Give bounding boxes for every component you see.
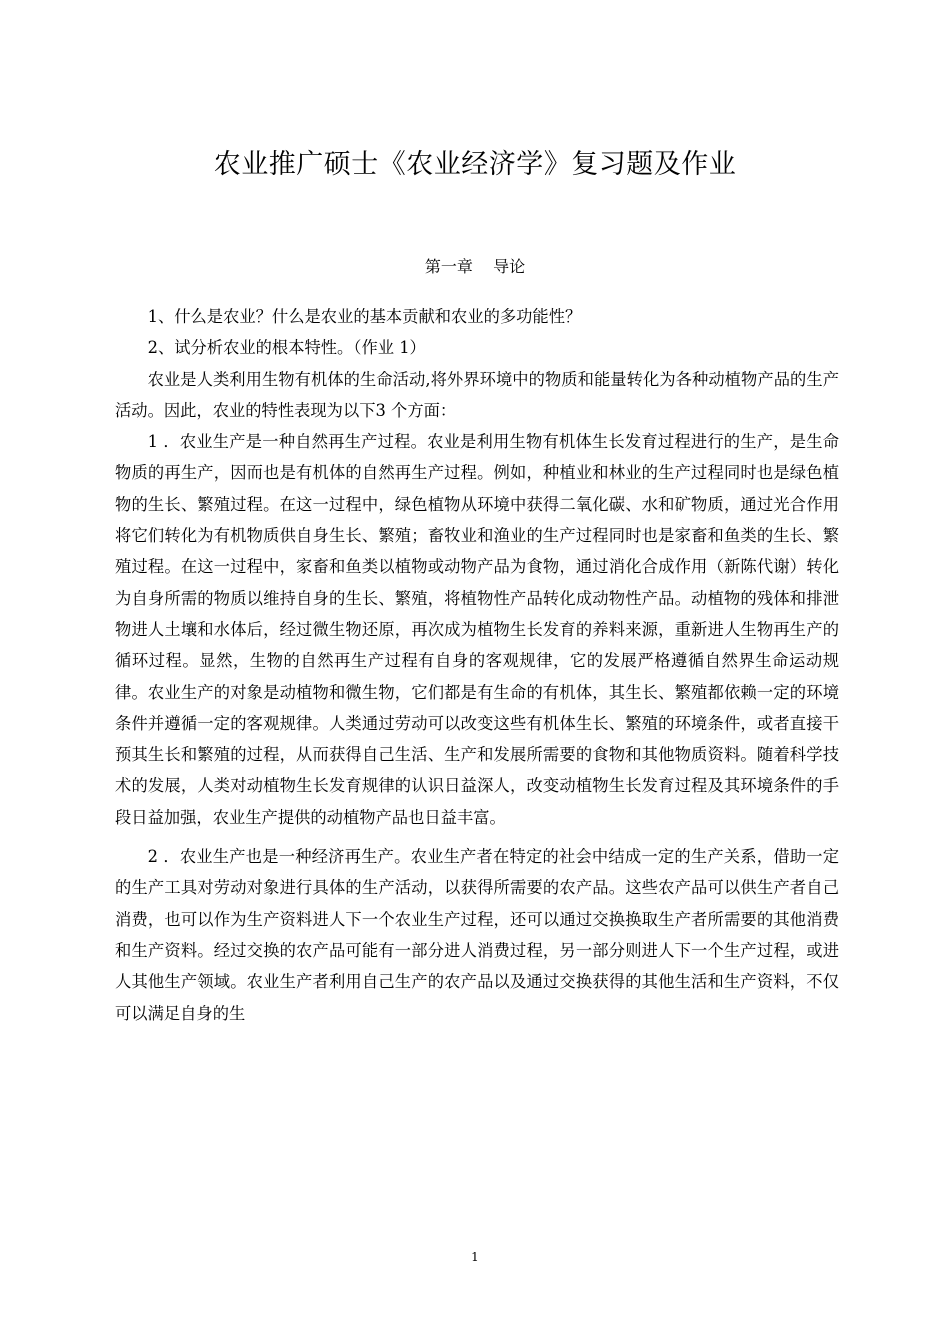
- point-2-paragraph: 2 ．农业生产也是一种经济再生产。农业生产者在特定的社会中结成一定的生产关系，借助一定的生产工具对劳动对象进行具体的生产活动，以获得所需要的农产品。这些农产品可以供生产者自己消费，也可以作为生产资料进人下一个农业生产过程，还可以通过交换换取生产者所需要的其他消费和生产资料。经过交换的农产品可能有一部分进人消费过程，另一部分则进人下一个生产过程，或进人其他生产领域。农业生产者利用自己生产的农产品以及通过交换获得的其他生活和生产资料，不仅可以满足自身的生: [115, 847, 839, 1023]
- point-1-paragraph: 1 ．农业生产是一种自然再生产过程。农业是利用生物有机体生长发育过程进行的生产，是生命物质的再生产，因而也是有机体的自然再生产过程。例如，种植业和林业的生产过程同时也是绿色植物的生长、繁殖过程。在这一过程中，绿色植物从环境中获得二氧化碳、水和矿物质，通过光合作用将它们转化为有机物质供自身生长、繁殖；畜牧业和渔业的生产过程同时也是家畜和鱼类的生长、繁殖过程。在这一过程中，家畜和鱼类以植物或动物产品为食物，通过消化合成作用（新陈代谢）转化为自身所需的物质以维持自身的生长、繁殖，将植物性产品转化成动物性产品。动植物的残体和排泄物进人土壤和水体后，经过微生物还原，再次成为植物生长发育的养料来源，重新进人生物再生产的循环过程。显然，生物的自然再生产过程有自身的客观规律，它的发展严格遵循自然界生命运动规律。农业生产的对象是动植物和微生物，它们都是有生命的有机体，其生长、繁殖都依赖一定的环境条件并遵循一定的客观规律。人类通过劳动可以改变这些有机体生长、繁殖的环境条件，或者直接干预其生长和繁殖的过程，从而获得自己生活、生产和发展所需要的食物和其他物质资料。随着科学技术的发展，人类对动植物生长发育规律的认识日益深人，改变动植物生长发育过程及其环境条件的手段日益加强，农业生产提供的动植物产品也日益丰富。: [115, 432, 839, 827]
- document-title: 农业推广硕士《农业经济学》复习题及作业: [213, 149, 737, 180]
- chapter-heading: 第一章 导论: [424, 257, 526, 276]
- page-number: 1: [471, 1250, 479, 1264]
- question-1: 1、什么是农业？什么是农业的基本贡献和农业的多功能性？: [147, 307, 582, 326]
- intro-paragraph: 农业是人类利用生物有机体的生命活动,将外界环境中的物质和能量转化为各种动植物产品的生产活动。因此，农业的特性表现为以下3 个方面：: [115, 369, 839, 420]
- question-2: 2、试分析农业的根本特性。（作业 1）: [147, 338, 426, 358]
- document-body: [115, 301, 839, 1029]
